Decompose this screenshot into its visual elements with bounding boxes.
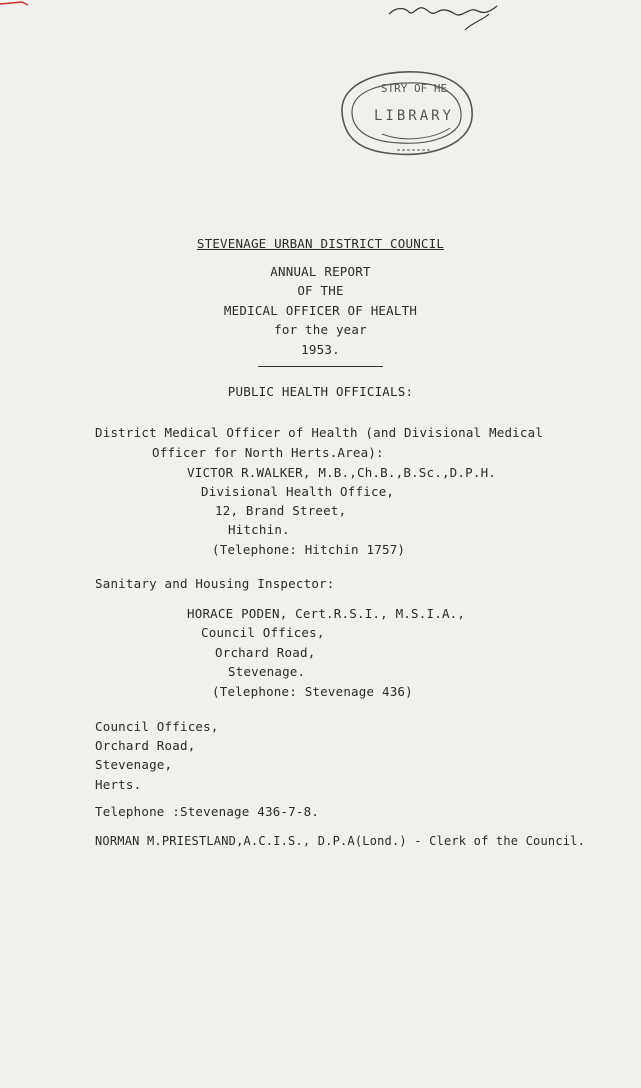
inspector-address-1: Council Offices,: [201, 625, 325, 640]
clerk-line: NORMAN M.PRIESTLAND,A.C.I.S., D.P.A(Lond.) - Clerk of the Council.: [95, 834, 586, 848]
council-telephone: Telephone :Stevenage 436-7-8.: [95, 804, 320, 819]
dmo-role-line2: Officer for North Herts.Area):: [152, 445, 384, 460]
inspector-address-3: Stevenage.: [228, 664, 306, 679]
council-offices-line1: Council Offices,: [95, 719, 219, 734]
dmo-address-1: Divisional Health Office,: [201, 484, 395, 499]
dmo-address-3: Hitchin.: [228, 522, 290, 537]
dmo-role-line1: District Medical Officer of Health (and Divisional Medical: [95, 425, 544, 440]
divider: [258, 366, 383, 367]
report-title-line2: OF THE: [297, 283, 344, 298]
section-title: PUBLIC HEALTH OFFICIALS:: [227, 384, 414, 399]
handwritten-signature: [385, 0, 505, 40]
corner-mark: [0, 0, 30, 8]
report-year: 1953.: [301, 342, 340, 357]
dmo-address-2: 12, Brand Street,: [215, 503, 347, 518]
library-stamp: [322, 62, 492, 162]
inspector-name: HORACE PODEN, Cert.R.S.I., M.S.I.A.,: [187, 606, 466, 621]
inspector-telephone: (Telephone: Stevenage 436): [212, 684, 413, 699]
council-offices-line2: Orchard Road,: [95, 738, 196, 753]
report-title-line1: ANNUAL REPORT: [270, 264, 371, 279]
stamp-top-text: STRY OF HE: [380, 82, 448, 95]
report-title-line3: MEDICAL OFFICER OF HEALTH: [223, 303, 418, 318]
council-heading: STEVENAGE URBAN DISTRICT COUNCIL: [196, 236, 445, 251]
stamp-center-text: LIBRARY: [373, 108, 455, 124]
report-title-line4: for the year: [274, 322, 367, 337]
council-offices-line4: Herts.: [95, 777, 142, 792]
dmo-name: VICTOR R.WALKER, M.B.,Ch.B.,B.Sc.,D.P.H.: [187, 465, 497, 480]
dmo-telephone: (Telephone: Hitchin 1757): [212, 542, 406, 557]
inspector-role: Sanitary and Housing Inspector:: [95, 576, 335, 591]
council-offices-line3: Stevenage,: [95, 757, 173, 772]
inspector-address-2: Orchard Road,: [215, 645, 316, 660]
